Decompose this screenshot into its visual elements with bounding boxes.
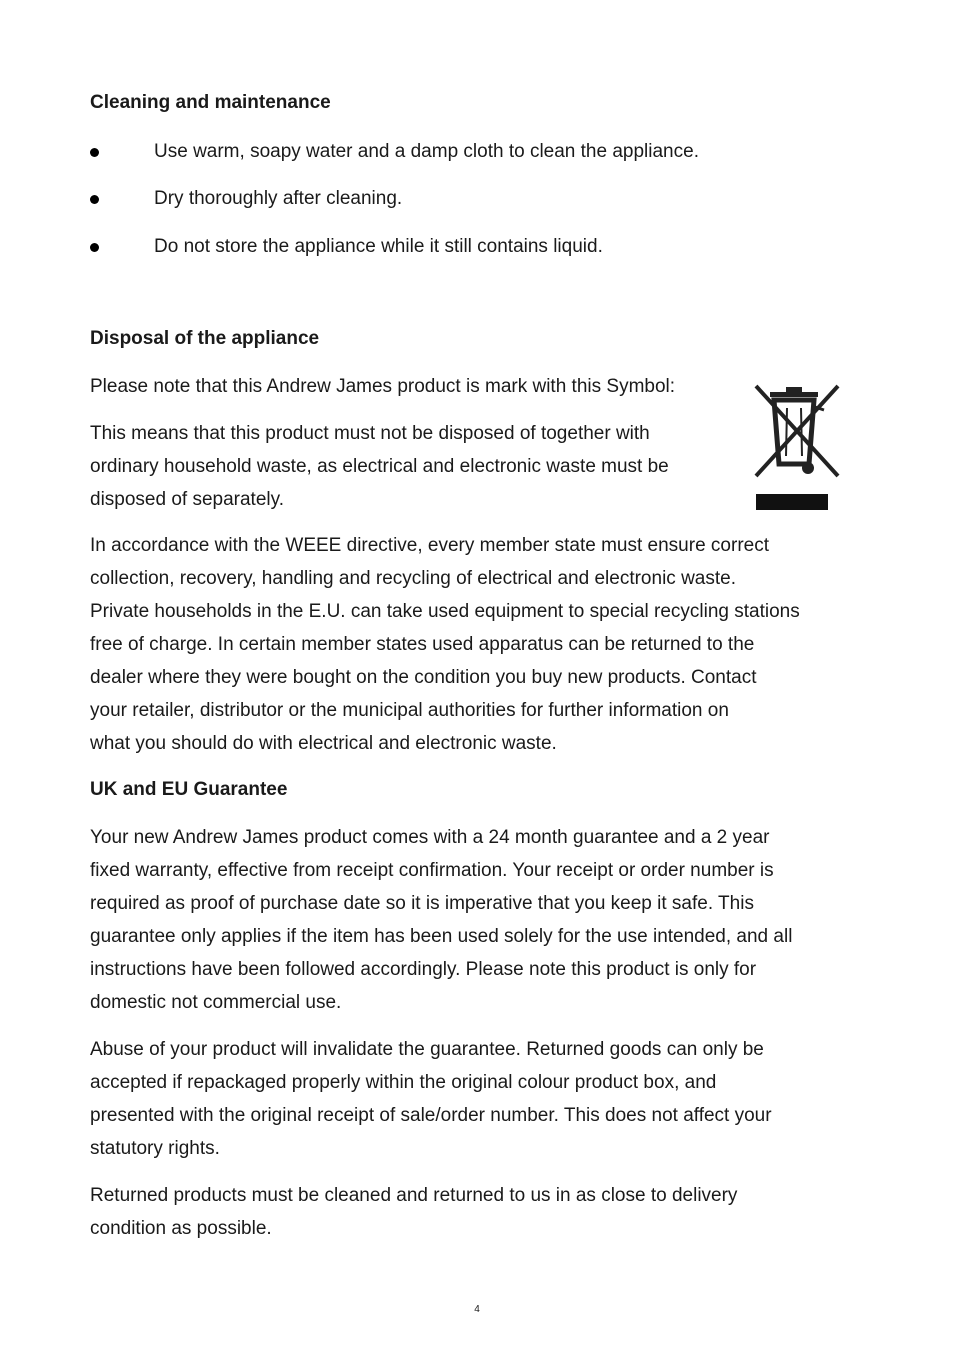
paragraph-line: what you should do with electrical and electronic waste. bbox=[90, 733, 557, 754]
disposal-heading: Disposal of the appliance bbox=[90, 328, 320, 349]
disposal-symbol-note: Please note that this Andrew James product is mark with this Symbol: bbox=[90, 376, 676, 397]
paragraph-line: required as proof of purchase date so it is imperative that you keep it safe. This bbox=[90, 893, 754, 914]
paragraph-line: presented with the original receipt of sale/order number. This does not affect your bbox=[90, 1105, 772, 1126]
paragraph-line: guarantee only applies if the item has been used solely for the use intended, and all bbox=[90, 926, 793, 947]
bullet-icon bbox=[90, 243, 99, 252]
paragraph-line: your retailer, distributor or the municipal authorities for further information on bbox=[90, 700, 729, 721]
paragraph-line: free of charge. In certain member states used apparatus can be returned to the bbox=[90, 634, 755, 655]
guarantee-heading: UK and EU Guarantee bbox=[90, 779, 288, 800]
paragraph-line: Private households in the E.U. can take used equipment to special recycling stations bbox=[90, 601, 800, 622]
paragraph-line: condition as possible. bbox=[90, 1218, 272, 1239]
returns-paragraph bbox=[90, 1179, 880, 1245]
cleaning-bullet-item bbox=[90, 186, 870, 212]
page-number: 4 bbox=[474, 1304, 480, 1315]
guarantee-paragraph bbox=[90, 821, 880, 1019]
cleaning-heading: Cleaning and maintenance bbox=[90, 92, 331, 113]
paragraph-line: Your new Andrew James product comes with a 24 month guarantee and a 2 year bbox=[90, 827, 770, 848]
paragraph-line: Returned products must be cleaned and returned to us in as close to delivery bbox=[90, 1185, 738, 1206]
bullet-icon bbox=[90, 195, 99, 204]
abuse-paragraph bbox=[90, 1033, 880, 1165]
paragraph-line: Abuse of your product will invalidate the guarantee. Returned goods can only be bbox=[90, 1039, 764, 1060]
paragraph-line: collection, recovery, handling and recycling of electrical and electronic waste. bbox=[90, 568, 736, 589]
paragraph-line: accepted if repackaged properly within the original colour product box, and bbox=[90, 1072, 717, 1093]
disposal-separate-paragraph bbox=[90, 417, 750, 516]
paragraph-line: statutory rights. bbox=[90, 1138, 220, 1159]
bullet-icon bbox=[90, 148, 99, 157]
bullet-text: Do not store the appliance while it still contains liquid. bbox=[154, 236, 603, 257]
paragraph-line: domestic not commercial use. bbox=[90, 992, 342, 1013]
cleaning-bullet-item bbox=[90, 139, 870, 165]
weee-directive-paragraph bbox=[90, 529, 880, 760]
paragraph-line: fixed warranty, effective from receipt confirmation. Your receipt or order number is bbox=[90, 860, 774, 881]
paragraph-line: disposed of separately. bbox=[90, 489, 284, 510]
paragraph-line: instructions have been followed accordingly. Please note this product is only for bbox=[90, 959, 757, 980]
bullet-text: Dry thoroughly after cleaning. bbox=[154, 188, 403, 209]
bullet-text: Use warm, soapy water and a damp cloth to clean the appliance. bbox=[154, 141, 699, 162]
paragraph-line: In accordance with the WEEE directive, every member state must ensure correct bbox=[90, 535, 769, 556]
paragraph-line: dealer where they were bought on the condition you buy new products. Contact bbox=[90, 667, 757, 688]
paragraph-line: This means that this product must not be disposed of together with bbox=[90, 423, 650, 444]
weee-crossed-out-wheelie-bin-icon bbox=[754, 384, 844, 514]
paragraph-line: ordinary household waste, as electrical and electronic waste must be bbox=[90, 456, 669, 477]
cleaning-bullet-item bbox=[90, 234, 870, 260]
